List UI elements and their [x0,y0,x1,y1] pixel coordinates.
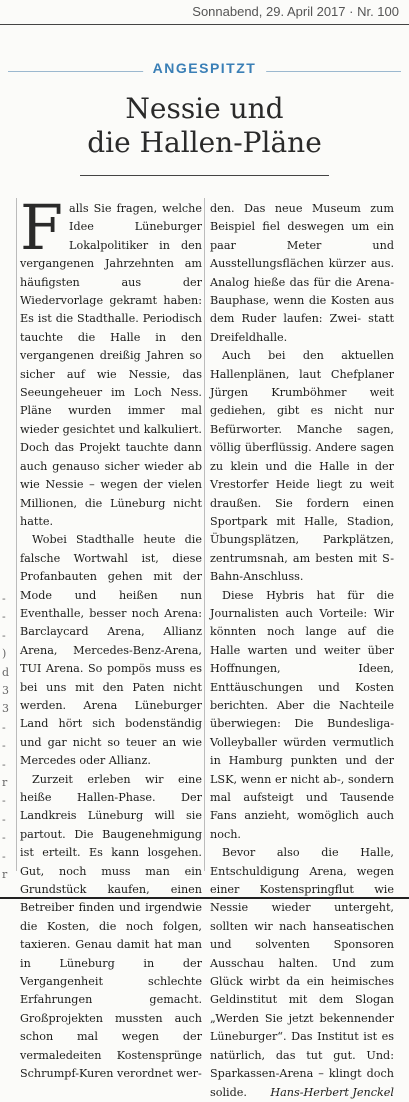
column-rule-middle [204,198,205,871]
kicker-bar [8,60,401,82]
headline-line-2: die Hallen-Pläne [87,126,322,159]
article-paragraph: Zurzeit erleben wir eine heiße Hallen-Phase. Der Landkreis Lüneburg will sie partout. Die Baugenehmigung ist erteilt. Es kann losgehen. Gut, noch muss man ein Grundstück kaufen, einen Betreiber finden und irgendwie die Kosten, die noch folgen, taxieren. Genau damit hat man in Lüneburg in der Vergangenheit schlechte Erfahrungen gemacht. Großprojekten mussten auch schon mal wegen der vermaledeiten Kostensprünge Schrumpf-Kuren verordnet wer- [20,772,202,1081]
kicker: ANGESPITZT [143,60,267,76]
article-column-left [20,191,202,1084]
article-paragraph: Wobei Stadthalle heute die falsche Wortwahl ist, diese Profanbauten gehen mit der Mode und heißen nun Eventhalle, besser noch Arena: Barclaycard Arena, Allianz Arena, Mercedes-Benz-Arena, TUI Arena. So pompös muss es bei uns mit den Paten nicht werden. Arena Lüneburger Land hört sich bodenständig und gar nicht so teuer an wie Mercedes oder Allianz. [20,533,202,768]
column-rule-left [16,198,17,871]
article-paragraph [20,191,202,531]
header-rule [0,24,409,25]
article-paragraph: Auch bei den aktuellen Hallenplänen, laut Chefplaner Jürgen Krumböhmer weit gediehen, gibt es nicht nur Befürworter. Manche sagen, völlig überflüssig. Andere sagen zu klein und die Halle in der Vrestorfer Heide liegt zu weit draußen. Sie fordern einen Sportpark mit Halle, Stadion, Übungsplätzen, Parkplätzen, zentrumsnah, am besten mit S-Bahn-Anschluss. [210,349,394,584]
adjacent-column-fragment: - - - ) d 3 3 - - - r - - - - r [2,592,10,882]
paragraph-text: alls Sie fragen, welche Idee Lüneburger Lokalpolitiker in den vergangenen Jahrzehnten am häufigsten aus der Wiedervorlage gekramt haben: Es ist die Stadthalle. Periodisch tauchte die Halle in den vergangenen dreißig Jahren so sicher auf wie Nessie, das Seeungeheuer im Loch Ness. Pläne wurden immer mal wieder gesichtet und kalkuliert. Doch das Projekt tauchte dann auch genauso sicher wieder ab wie Nessie – wegen der vielen Millionen, die Lüneburg nicht hatte. [20,202,202,528]
headline [20,92,389,160]
headline-rule [80,175,329,176]
article-paragraph: Diese Hybris hat für die Journalisten auch Vorteile: Wir könnten noch lange auf die Halle warten und weiter über Hoffnungen, Ideen, Enttäuschungen und Kosten berichten. Aber die Nachteile überwiegen: Die Bundesliga-Volleyballer würden vermutlich in Hamburg punkten und der LSK, wenn er nicht ab-, sondern mal aufsteigt und Tausende Fans anzieht, womöglich auch noch. [210,588,394,841]
article-column-right [210,200,394,1102]
drop-cap: F [20,191,64,264]
author-byline: Hans-Herbert Jenckel [270,1085,394,1099]
article-paragraph: den. Das neue Museum zum Beispiel fiel deswegen um ein paar Meter und Ausstellungsflächen kürzer aus. Analog hieße das für die Arena-Bauphase, wenn die Kosten aus dem Ruder laufen: Zwei- statt Dreifeldhalle. [210,202,394,344]
paragraph-text: Bevor also die Halle, Entschuldigung Arena, wegen einer Kostenspringflut wie Nessie wieder untergeht, sollten wir nach hanseatischen und solventen Sponsoren Ausschau halten. Und zum Glück wirbt da ein heimisches Geldinstitut mit dem Slogan „Werden Sie jetzt bekennender Lüneburger“. Das Institut ist es natürlich, das tut gut. Und: Sparkassen-Arena – klingt doch solide. [210,846,394,1099]
headline-line-1: Nessie und [125,92,284,125]
dateline: Sonnabend, 29. April 2017 · Nr. 100 [192,4,399,19]
article-paragraph [210,844,394,1102]
